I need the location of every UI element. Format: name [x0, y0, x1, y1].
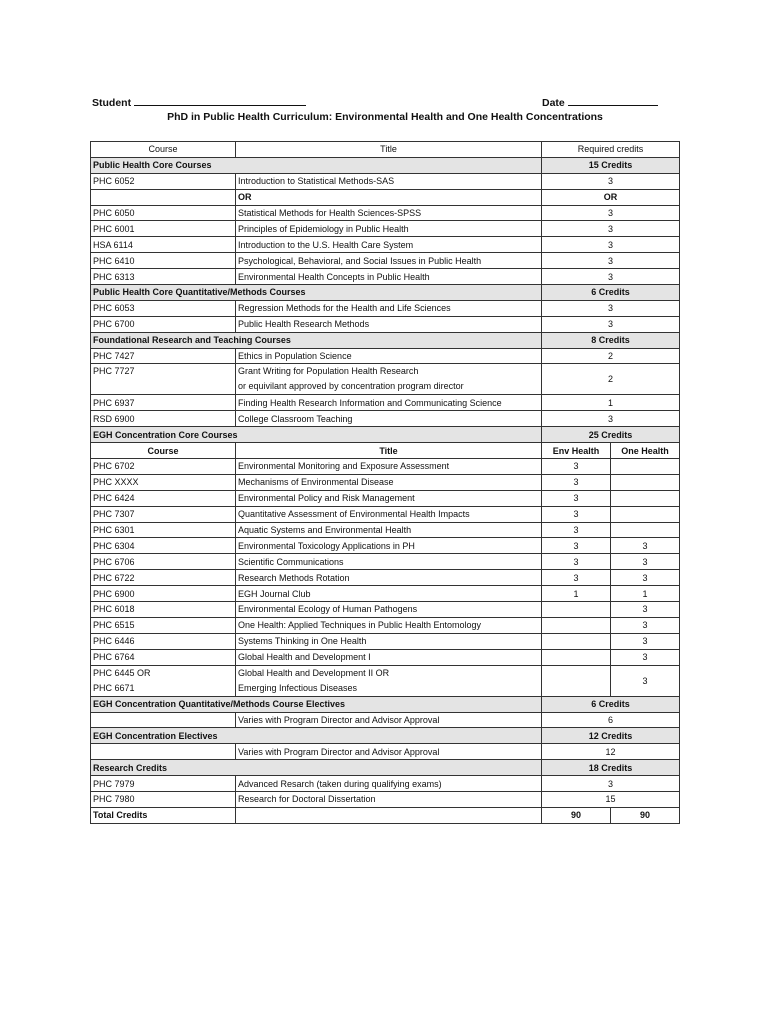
table-row: [91, 791, 680, 807]
course-code: PHC 6764: [91, 649, 236, 665]
one-credits: [611, 522, 680, 538]
course-title: One Health: Applied Techniques in Public Health Entomology: [236, 617, 542, 633]
env-credits: 3: [542, 538, 611, 554]
course-credits: 12: [542, 744, 680, 760]
section-heading: Public Health Core Courses: [91, 157, 542, 173]
course-code: PHC 7307: [91, 506, 236, 522]
course-code: PHC 6410: [91, 253, 236, 269]
course-title: College Classroom Teaching: [236, 411, 542, 427]
course-credits: 15: [542, 791, 680, 807]
header-row: [91, 142, 680, 158]
course-title-line1: Global Health and Development II OR: [238, 667, 390, 678]
course-code: PHC 6050: [91, 205, 236, 221]
table-row: [91, 474, 680, 490]
section-heading: EGH Concentration Core Courses: [91, 427, 542, 443]
one-credits: [611, 459, 680, 475]
course-code: PHC 6001: [91, 221, 236, 237]
table-row: [91, 237, 680, 253]
section-research: [91, 760, 680, 776]
egh-subheader-row: [91, 443, 680, 459]
one-credits: [611, 506, 680, 522]
course-code: PHC 6900: [91, 586, 236, 602]
env-credits: 1: [542, 586, 611, 602]
sub-title-header: Title: [236, 443, 542, 459]
course-code: PHC 6052: [91, 173, 236, 189]
table-row: [91, 269, 680, 285]
course-title: Psychological, Behavioral, and Social Issues in Public Health: [236, 253, 542, 269]
course-credits: 3: [542, 411, 680, 427]
section-credits: 12 Credits: [542, 728, 680, 744]
section-egh-electives: [91, 728, 680, 744]
course-code: PHC 7980: [91, 791, 236, 807]
table-row: [91, 300, 680, 316]
course-title: Global Health and Development I: [236, 649, 542, 665]
one-credits: 3: [611, 633, 680, 649]
course-title: Varies with Program Director and Advisor Approval: [236, 712, 542, 728]
env-credits: 3: [542, 490, 611, 506]
section-heading: Public Health Core Quantitative/Methods Courses: [91, 285, 542, 301]
course-code: PHC 6700: [91, 316, 236, 332]
course-title: Introduction to Statistical Methods-SAS: [236, 173, 542, 189]
table-row: [91, 316, 680, 332]
table-row: [91, 586, 680, 602]
table-row: [91, 617, 680, 633]
course-title: Systems Thinking in One Health: [236, 633, 542, 649]
course-credits: 3: [542, 776, 680, 792]
course-credits: 3: [542, 205, 680, 221]
course-credits: 3: [542, 221, 680, 237]
col-credits-header: Required credits: [542, 142, 680, 158]
col-course-header: Course: [91, 142, 236, 158]
section-egh-quant: [91, 696, 680, 712]
course-title: Mechanisms of Environmental Disease: [236, 474, 542, 490]
course-code: PHC 6706: [91, 554, 236, 570]
env-credits: 3: [542, 570, 611, 586]
table-row: [91, 490, 680, 506]
course-credits: 1: [542, 395, 680, 411]
date-label: Date: [542, 97, 565, 109]
table-row: [91, 221, 680, 237]
course-title: Advanced Resarch (taken during qualifying exams): [236, 776, 542, 792]
course-code: PHC 6313: [91, 269, 236, 285]
one-credits: 3: [611, 649, 680, 665]
course-title: OR: [236, 189, 542, 205]
table-row: [91, 633, 680, 649]
table-row: [91, 522, 680, 538]
one-health-header: One Health: [611, 443, 680, 459]
table-row: [91, 348, 680, 364]
course-code: PHC 6937: [91, 395, 236, 411]
table-row: [91, 538, 680, 554]
course-code: PHC 6304: [91, 538, 236, 554]
date-line[interactable]: [568, 95, 658, 106]
table-row: [91, 602, 680, 618]
env-credits: 3: [542, 522, 611, 538]
course-credits: 2: [542, 364, 680, 395]
course-code: PHC 6702: [91, 459, 236, 475]
student-line[interactable]: [134, 95, 306, 106]
course-code: PHC XXXX: [91, 474, 236, 490]
course-credits: 3: [542, 316, 680, 332]
table-row: [91, 506, 680, 522]
course-title: Environmental Monitoring and Exposure Assessment: [236, 459, 542, 475]
one-credits: 3: [611, 602, 680, 618]
table-row: [91, 570, 680, 586]
table-row: [91, 649, 680, 665]
student-label: Student: [92, 97, 132, 109]
date-field: [542, 95, 658, 109]
total-blank: [236, 807, 542, 823]
course-credits: 3: [542, 253, 680, 269]
course-title: Finding Health Research Information and Communicating Science: [236, 395, 542, 411]
course-title: Environmental Policy and Risk Management: [236, 490, 542, 506]
course-credits: 3: [542, 269, 680, 285]
env-credits: [542, 633, 611, 649]
total-label: Total Credits: [91, 807, 236, 823]
course-code: PHC 6018: [91, 602, 236, 618]
course-title: Environmental Health Concepts in Public Health: [236, 269, 542, 285]
table-row: [91, 665, 680, 696]
env-credits: [542, 649, 611, 665]
course-title: [236, 665, 542, 696]
total-env: 90: [542, 807, 611, 823]
table-row: [91, 205, 680, 221]
course-credits: 3: [542, 300, 680, 316]
env-credits: [542, 617, 611, 633]
course-title-line1: Grant Writing for Population Health Research: [238, 366, 419, 377]
course-code-text: PHC 7727: [93, 366, 135, 377]
table-row: [91, 776, 680, 792]
section-credits: 15 Credits: [542, 157, 680, 173]
env-credits: 3: [542, 459, 611, 475]
course-code: PHC 6722: [91, 570, 236, 586]
env-credits: [542, 602, 611, 618]
one-credits: [611, 490, 680, 506]
course-code: [91, 665, 236, 696]
one-credits: 1: [611, 586, 680, 602]
one-credits: 3: [611, 665, 680, 696]
one-credits: 3: [611, 617, 680, 633]
env-credits: [542, 665, 611, 696]
course-title: Introduction to the U.S. Health Care System: [236, 237, 542, 253]
course-title: Aquatic Systems and Environmental Health: [236, 522, 542, 538]
course-title: Research for Doctoral Dissertation: [236, 791, 542, 807]
student-field: [92, 95, 306, 109]
course-code: HSA 6114: [91, 237, 236, 253]
course-title: Principles of Epidemiology in Public Health: [236, 221, 542, 237]
course-title: Environmental Toxicology Applications in PH: [236, 538, 542, 554]
course-credits: OR: [542, 189, 680, 205]
total-one: 90: [611, 807, 680, 823]
course-credits: 3: [542, 173, 680, 189]
course-title: Regression Methods for the Health and Life Sciences: [236, 300, 542, 316]
curriculum-table: [90, 141, 680, 824]
one-credits: 3: [611, 554, 680, 570]
section-credits: 8 Credits: [542, 332, 680, 348]
section-heading: EGH Concentration Quantitative/Methods Course Electives: [91, 696, 542, 712]
course-title: Quantitative Assessment of Environmental Health Impacts: [236, 506, 542, 522]
table-row: [91, 173, 680, 189]
env-credits: 3: [542, 474, 611, 490]
course-code: [91, 712, 236, 728]
total-row: [91, 807, 680, 823]
course-credits: 2: [542, 348, 680, 364]
course-title: Public Health Research Methods: [236, 316, 542, 332]
course-code: PHC 7979: [91, 776, 236, 792]
course-title: EGH Journal Club: [236, 586, 542, 602]
page-title: PhD in Public Health Curriculum: Environmental Health and One Health Concentrations: [167, 111, 603, 123]
table-row: [91, 744, 680, 760]
section-core: [91, 157, 680, 173]
course-code: PHC 6446: [91, 633, 236, 649]
one-credits: [611, 474, 680, 490]
course-code: PHC 6053: [91, 300, 236, 316]
course-code: [91, 189, 236, 205]
section-egh-core: [91, 427, 680, 443]
course-title-line2: or equivilant approved by concentration program director: [238, 381, 464, 392]
course-title: Environmental Ecology of Human Pathogens: [236, 602, 542, 618]
sub-course-header: Course: [91, 443, 236, 459]
table-row: [91, 459, 680, 475]
course-credits: 6: [542, 712, 680, 728]
table-row: [91, 411, 680, 427]
section-quant: [91, 285, 680, 301]
section-heading: Foundational Research and Teaching Courses: [91, 332, 542, 348]
course-code: RSD 6900: [91, 411, 236, 427]
env-health-header: Env Health: [542, 443, 611, 459]
course-code: PHC 6301: [91, 522, 236, 538]
one-credits: 3: [611, 570, 680, 586]
course-title-line2: Emerging Infectious Diseases: [238, 682, 358, 693]
course-code: PHC 6515: [91, 617, 236, 633]
course-credits: 3: [542, 237, 680, 253]
course-title: Research Methods Rotation: [236, 570, 542, 586]
table-row: [91, 364, 680, 395]
course-code: PHC 7427: [91, 348, 236, 364]
course-title: Scientific Communications: [236, 554, 542, 570]
table-row: [91, 253, 680, 269]
one-credits: 3: [611, 538, 680, 554]
section-heading: Research Credits: [91, 760, 542, 776]
env-credits: 3: [542, 554, 611, 570]
section-credits: 18 Credits: [542, 760, 680, 776]
col-title-header: Title: [236, 142, 542, 158]
section-foundational: [91, 332, 680, 348]
section-credits: 25 Credits: [542, 427, 680, 443]
course-title: Statistical Methods for Health Sciences-SPSS: [236, 205, 542, 221]
course-title: Ethics in Population Science: [236, 348, 542, 364]
table-row: [91, 189, 680, 205]
table-row: [91, 395, 680, 411]
course-code: [91, 364, 236, 395]
course-title: [236, 364, 542, 395]
course-title: Varies with Program Director and Advisor Approval: [236, 744, 542, 760]
section-credits: 6 Credits: [542, 696, 680, 712]
section-credits: 6 Credits: [542, 285, 680, 301]
table-row: [91, 554, 680, 570]
section-heading: EGH Concentration Electives: [91, 728, 542, 744]
env-credits: 3: [542, 506, 611, 522]
table-row: [91, 712, 680, 728]
course-code-line2: PHC 6671: [93, 682, 135, 693]
course-code: PHC 6424: [91, 490, 236, 506]
course-code-line1: PHC 6445 OR: [93, 667, 151, 678]
course-code: [91, 744, 236, 760]
